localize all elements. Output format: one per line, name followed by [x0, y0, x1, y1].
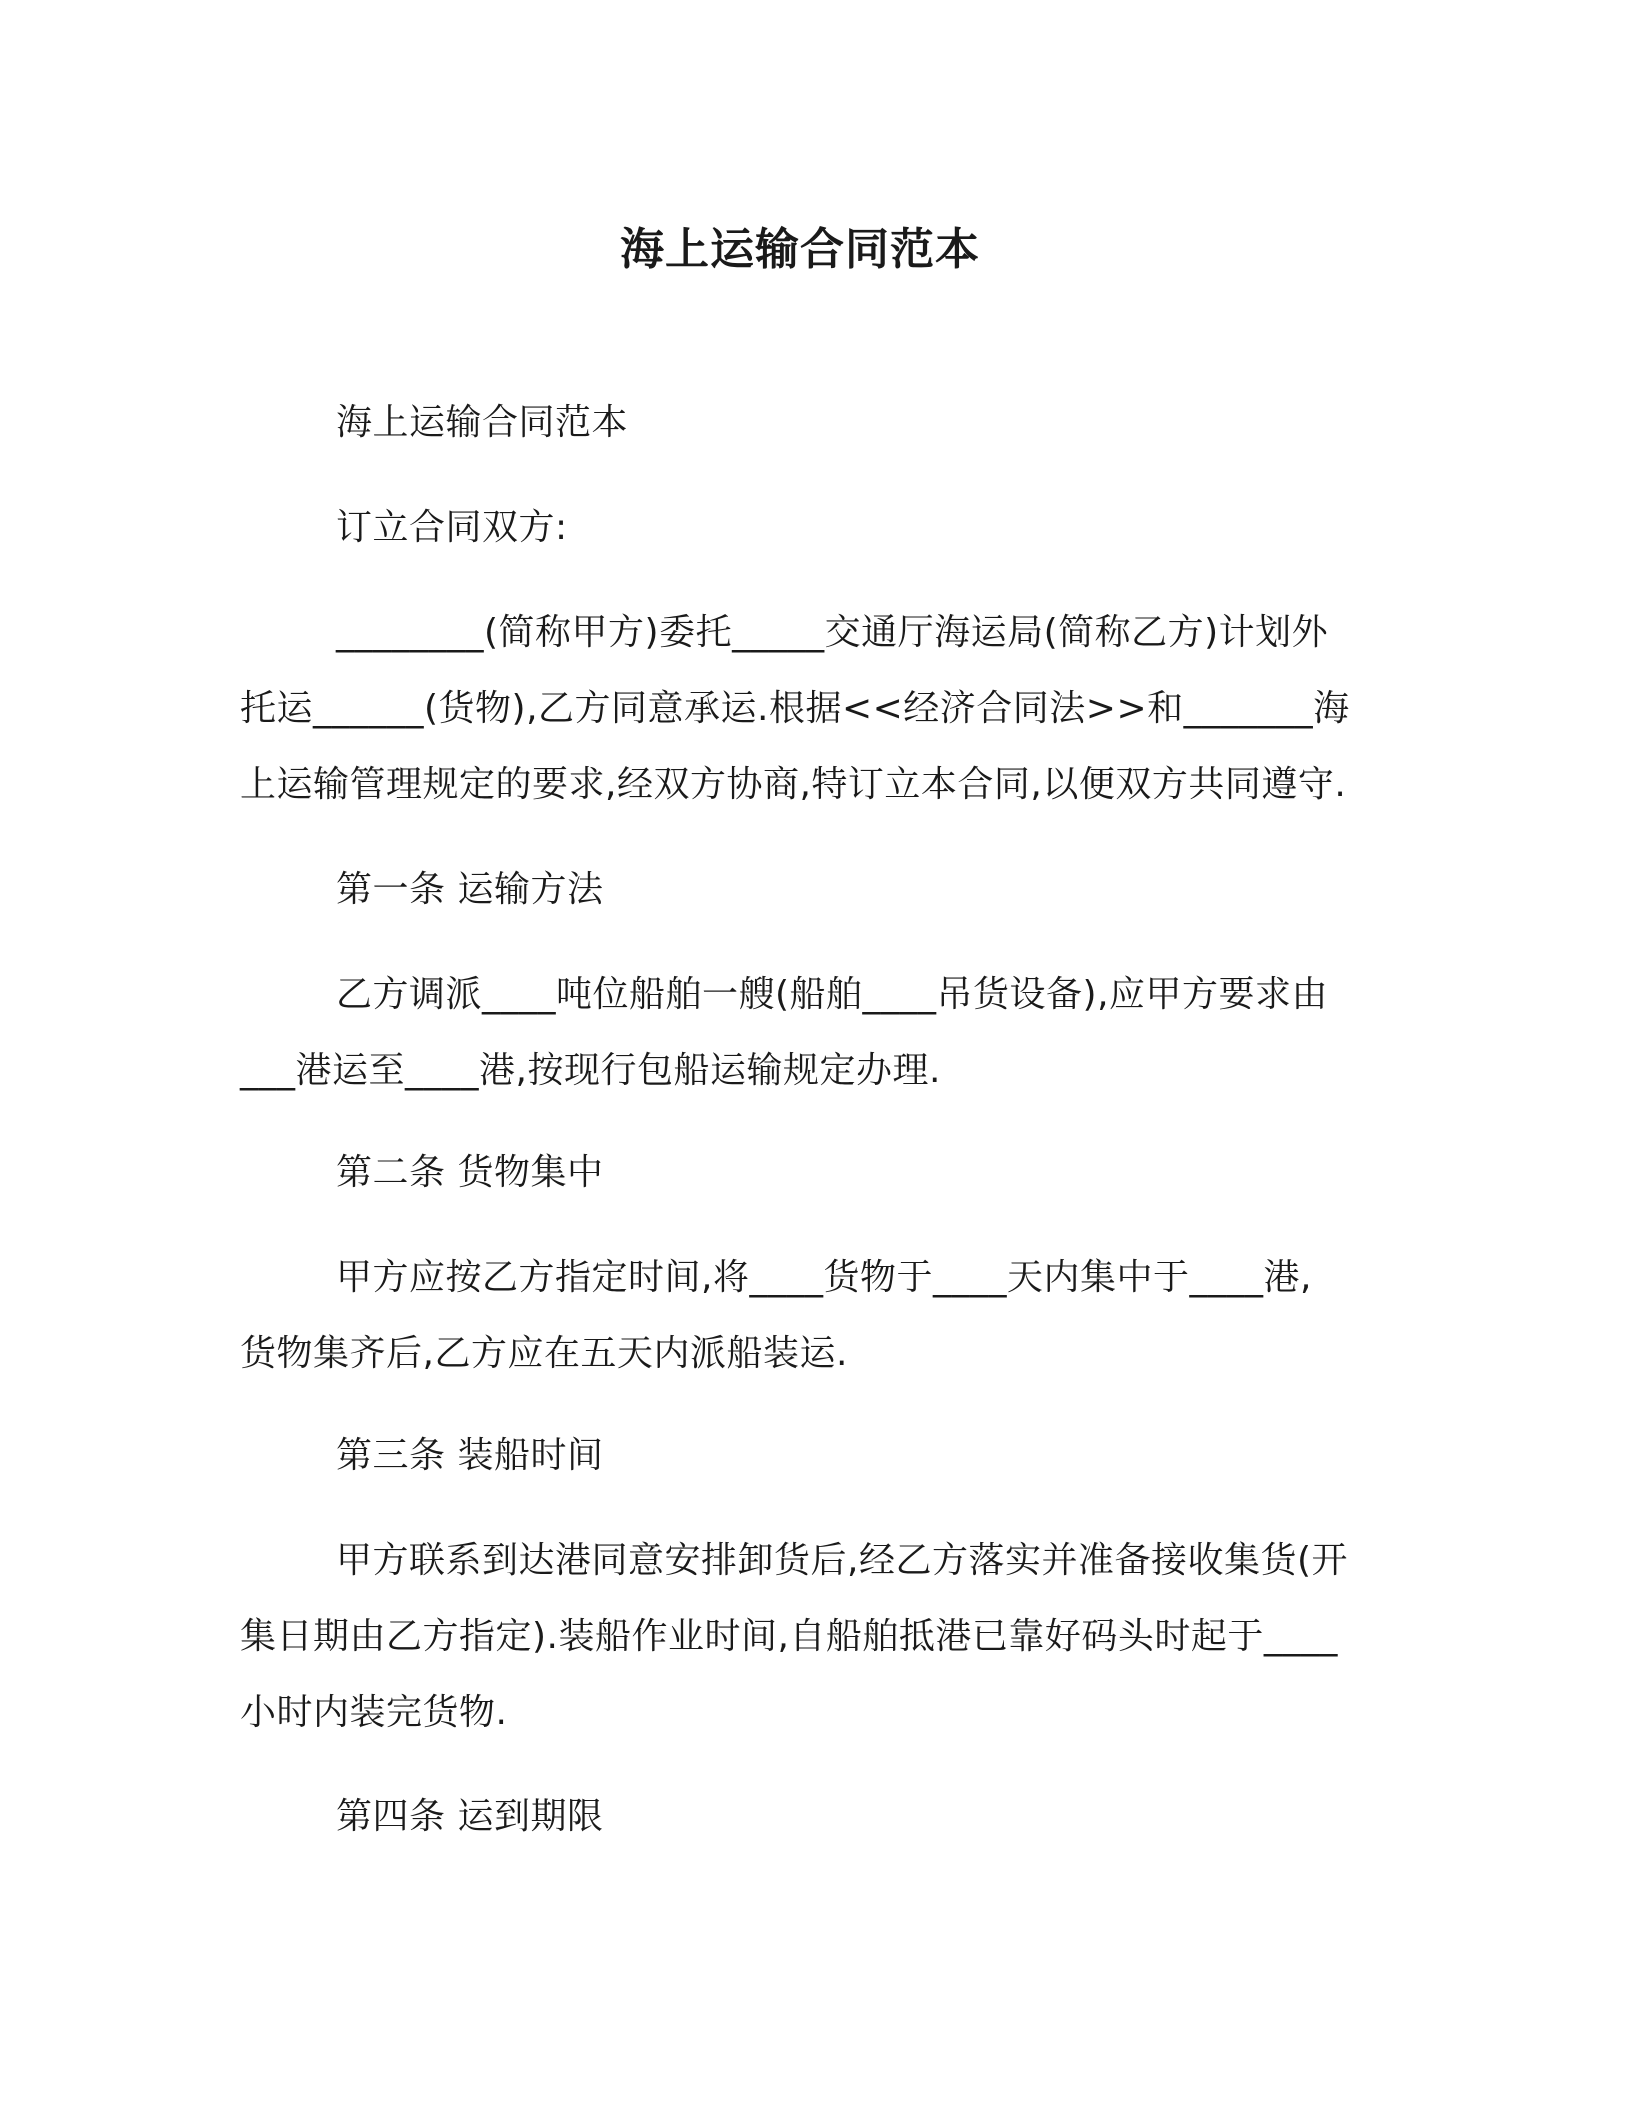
article-3-line-3: 小时内装完货物.	[240, 1692, 508, 1733]
article-3-line-2: 集日期由乙方指定).装船作业时间,自船舶抵港已靠好码头时起于____	[240, 1616, 1338, 1657]
article-1-body	[240, 957, 1360, 1109]
intro-line-3: 上运输管理规定的要求,经双方协商,特订立本合同,以便双方共同遵守.	[240, 764, 1347, 805]
article-2-line-1: 甲方应按乙方指定时间,将____货物于____天内集中于____港,	[336, 1257, 1312, 1298]
document-subtitle	[240, 385, 1360, 461]
intro-paragraph	[240, 595, 1360, 823]
intro-line-2: 托运______(货物),乙方同意承运.根据<<经济合同法>>和_______海	[240, 688, 1350, 729]
intro-line-1: ________(简称甲方)委托_____交通厅海运局(简称乙方)计划外	[336, 612, 1329, 653]
article-4-heading-text: 第四条 运到期限	[336, 1796, 604, 1837]
article-3-heading	[240, 1418, 1360, 1494]
article-1-line-1: 乙方调派____吨位船舶一艘(船舶____吊货设备),应甲方要求由	[336, 974, 1329, 1015]
document-title: 海上运输合同范本	[620, 224, 980, 275]
article-1-heading	[240, 852, 1360, 928]
article-1-line-2: ___港运至____港,按现行包船运输规定办理.	[240, 1050, 941, 1091]
article-3-body	[240, 1523, 1360, 1751]
article-2-body	[240, 1240, 1360, 1392]
article-2-line-2: 货物集齐后,乙方应在五天内派船装运.	[240, 1333, 848, 1374]
article-2-heading-text: 第二条 货物集中	[336, 1152, 604, 1193]
article-4-heading	[240, 1779, 1360, 1855]
document-page	[240, 0, 1360, 2112]
article-1-heading-text: 第一条 运输方法	[336, 869, 604, 910]
article-3-line-1: 甲方联系到达港同意安排卸货后,经乙方落实并准备接收集货(开	[336, 1540, 1348, 1581]
subtitle-text: 海上运输合同范本	[336, 402, 629, 443]
parties-heading-text: 订立合同双方:	[336, 507, 568, 548]
parties-heading	[240, 490, 1360, 566]
article-3-heading-text: 第三条 装船时间	[336, 1435, 604, 1476]
article-2-heading	[240, 1135, 1360, 1211]
